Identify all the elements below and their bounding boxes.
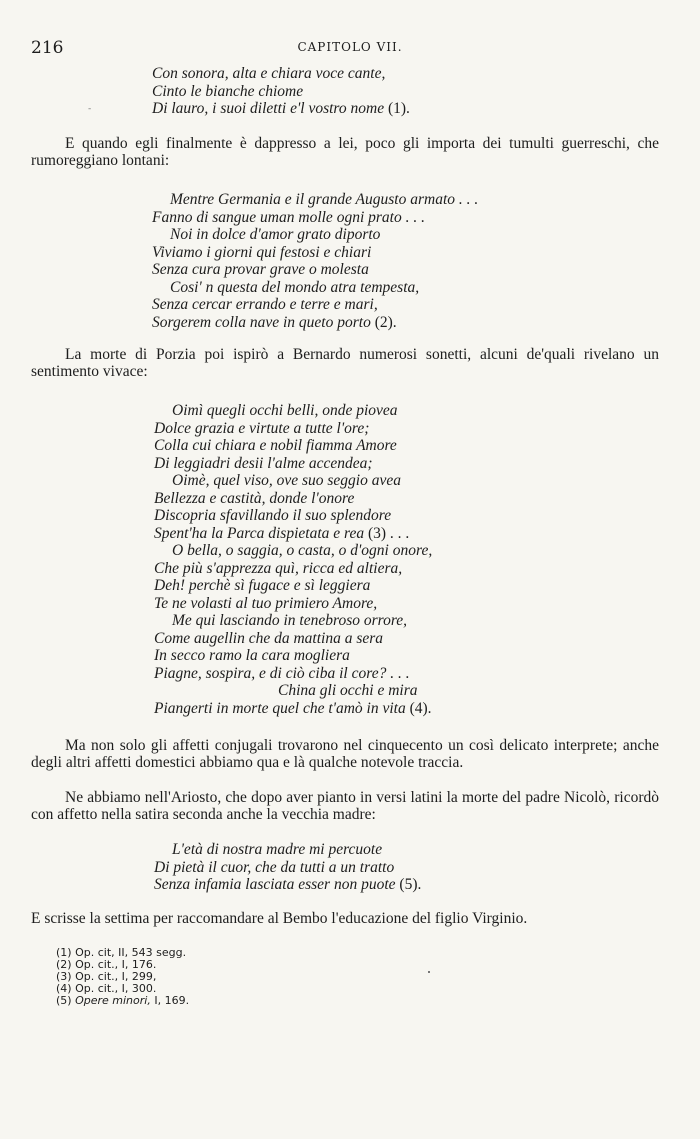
footnote-number: (2)	[56, 958, 72, 971]
footnote-text: Op. cit., I, 299,	[75, 970, 157, 983]
verse-line: Oimì quegli occhi belli, onde piovea	[172, 402, 398, 419]
verse-line: Discopria sfavillando il suo splendore	[154, 507, 392, 524]
paragraph-3	[31, 737, 659, 771]
verse-line: Deh! perchè sì fugace e sì leggiera	[154, 577, 371, 594]
verse-text: Piangerti in morte quel che t'amò in vita	[154, 699, 406, 717]
footnote-number: (1)	[56, 946, 72, 959]
verse-block-3	[0, 402, 700, 717]
verse-line: Con sonora, alta e chiara voce cante,	[152, 65, 386, 82]
footnote-reference: (3) . . .	[367, 524, 410, 542]
paragraph-4	[31, 789, 659, 823]
verse-block-4	[0, 841, 700, 894]
verse-line	[152, 100, 700, 118]
verse-line: Fanno di sangue uman molle ogni prato . . .	[152, 208, 425, 226]
verse-text: Di lauro, i suoi diletti e'l vostro nome	[152, 100, 385, 117]
paragraph-text: E quando egli finalmente è dappresso a lei, poco gli importa dei tumulti guerreschi, che rumoreggiano lontani:	[31, 135, 659, 169]
footnote-text: Op. cit., I, 300.	[75, 982, 157, 995]
chapter-title: CAPITOLO VII.	[297, 40, 403, 54]
footnote-reference: (2).	[374, 313, 397, 331]
verse-text: Senza infamia lasciata esser non puote	[154, 876, 396, 893]
footnote-5	[56, 995, 189, 1007]
verse-line: Di pietà il cuor, che da tutti a un tratto	[154, 858, 395, 876]
footnote-number: (3)	[56, 970, 72, 983]
verse-line: Che più s'apprezza quì, ricca ed altiera,	[154, 559, 403, 577]
verse-line: Cosi' n questa del mondo atra tempesta,	[170, 278, 420, 296]
paragraph-text: E scrisse la settima per raccomandare al Bembo l'educazione del figlio Virginio.	[31, 910, 528, 927]
footnote-number: (4)	[56, 982, 72, 995]
footnotes	[56, 947, 189, 1007]
verse-line: Colla cui chiara e nobil fiamma Amore	[154, 437, 397, 454]
footnote-reference: (5).	[399, 876, 422, 893]
verse-line: Me qui lasciando in tenebroso orrore,	[172, 612, 408, 629]
verse-line: Senza cercar errando e terre e mari,	[152, 296, 378, 313]
verse-line: Come augellin che da mattina a sera	[154, 629, 384, 647]
verse-line: Di leggiadri desii l'alme accendea;	[154, 454, 373, 472]
page-header	[31, 38, 669, 62]
footnote-number: (5)	[56, 994, 72, 1007]
verse-line: Te ne volasti al tuo primiero Amore,	[154, 594, 378, 612]
verse-line: Viviamo i giorni qui festosi e chiari	[152, 243, 372, 261]
verse-text: Sorgerem colla nave in queto porto	[152, 313, 371, 331]
verse-line: Mentre Germania e il grande Augusto armato . . .	[170, 191, 479, 208]
verse-line: Bellezza e castità, donde l'onore	[154, 489, 355, 507]
verse-line: L'età di nostra madre mi percuote	[172, 841, 383, 858]
ink-speck	[428, 971, 430, 973]
footnote-text: I, 169.	[154, 994, 190, 1007]
verse-line: In secco ramo la cara mogliera	[154, 647, 350, 664]
verse-line	[154, 525, 700, 543]
verse-text: Spent'ha la Parca dispietata e rea	[154, 524, 365, 542]
paragraph-text: Ne abbiamo nell'Ariosto, che dopo aver pianto in versi latini la morte del padre Nicolò, ricordò con affetto nella satira seconda anche la vecchia madre:	[31, 789, 659, 823]
footnote-text: Op. cit, II, 543 segg.	[75, 946, 187, 959]
verse-line: Cinto le bianche chiome	[152, 82, 304, 100]
paragraph-text: La morte di Porzia poi ispirò a Bernardo numerosi sonetti, alcuni de'quali rivelano un sentimento vivace:	[31, 346, 659, 380]
footnote-reference: (1).	[387, 100, 410, 117]
verse-line: Oimè, quel viso, ove suo seggio avea	[172, 472, 401, 489]
verse-line: Noi in dolce d'amor grato diporto	[170, 226, 381, 243]
stray-marker: -	[88, 104, 92, 114]
footnote-title: Opere minori,	[75, 994, 151, 1007]
verse-line: China gli occhi e mira	[278, 682, 418, 699]
verse-line	[154, 876, 700, 894]
verse-line: Piagne, sospira, e di ciò ciba il core? . . .	[154, 664, 410, 682]
verse-block-1	[0, 65, 700, 118]
page-number: 216	[31, 38, 64, 58]
paragraph-2	[31, 346, 659, 380]
verse-line	[154, 700, 700, 718]
paragraph-5	[31, 910, 659, 927]
footnote-text: Op. cit., I, 176.	[75, 958, 157, 971]
footnote-reference: (4).	[409, 699, 432, 717]
paragraph-1	[31, 135, 659, 169]
paragraph-text: Ma non solo gli affetti conjugali trovarono nel cinquecento un così delicato interprete; anche degli altri affetti domestici abbiamo qua e là qualche notevole traccia.	[31, 737, 659, 771]
verse-line: Senza cura provar grave o molesta	[152, 261, 369, 278]
verse-block-2	[0, 191, 700, 331]
verse-line	[152, 314, 700, 332]
verse-line: Dolce grazia e virtute a tutte l'ore;	[154, 419, 370, 437]
verse-line: O bella, o saggia, o casta, o d'ogni onore,	[172, 542, 433, 559]
